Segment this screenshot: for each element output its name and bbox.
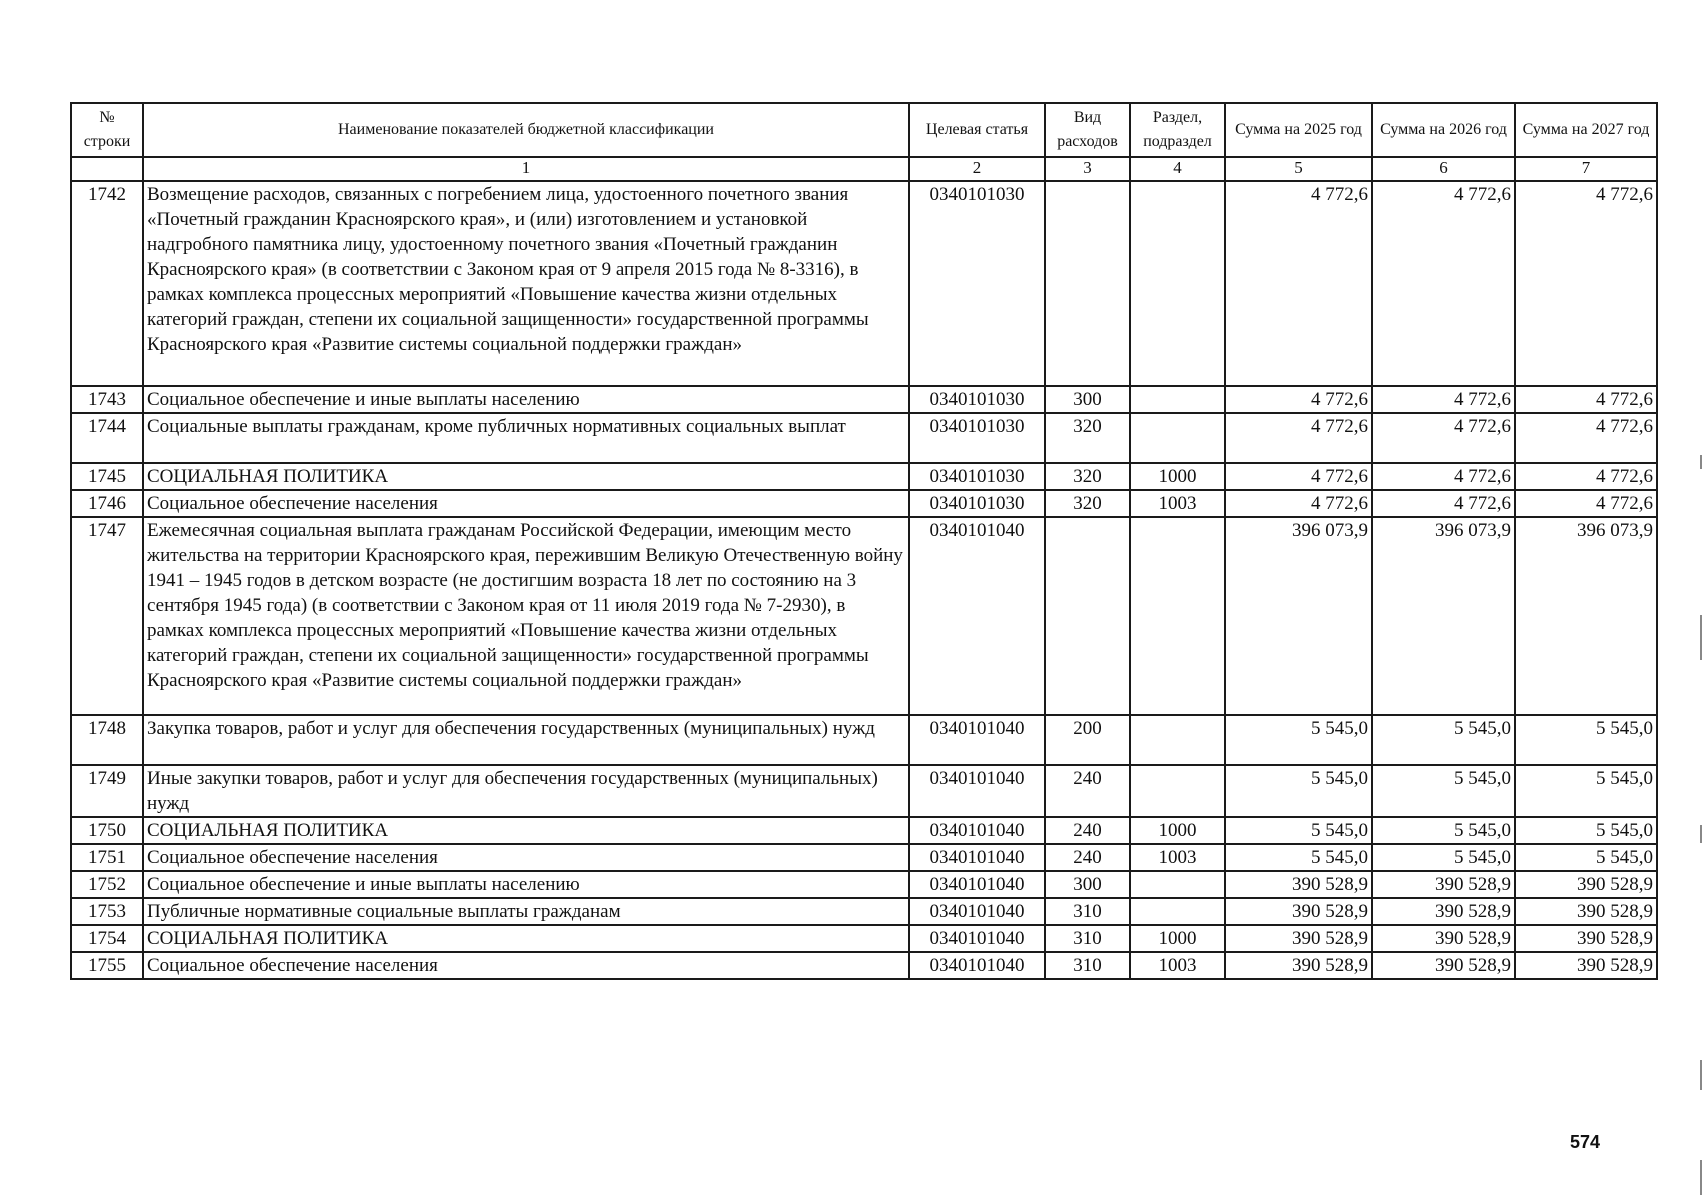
header-row-number: № строки [71,103,143,157]
target-article-cell: 0340101040 [909,844,1045,871]
sum-2026-cell: 5 545,0 [1372,765,1515,817]
sum-2025-cell: 5 545,0 [1225,715,1372,765]
column-number: 6 [1372,157,1515,181]
scan-margin-mark [1700,1160,1702,1195]
table-row [71,817,1657,844]
sum-2026-cell: 390 528,9 [1372,871,1515,898]
target-article-cell: 0340101040 [909,898,1045,925]
sum-2027-cell: 390 528,9 [1515,871,1657,898]
sum-2025-cell: 4 772,6 [1225,490,1372,517]
sum-2027-cell: 5 545,0 [1515,715,1657,765]
target-article-cell: 0340101030 [909,490,1045,517]
table-row [71,181,1657,386]
indicator-name-cell: Ежемесячная социальная выплата гражданам Российской Федерации, имеющим место жительства на территории Красноярского края, пережившим Великую Отечественную войну 1941 – 1945 годов в детском возрасте (не достигшим возраста 18 лет по состоянию на 3 сентября 1945 года) (в соответствии с Законом края от 11 июля 2019 года № 7-2930), в рамках комплекса процессных мероприятий «Повышение качества жизни отдельных категорий граждан, степени их социальной защищенности» государственной программы Красноярского края «Развитие системы социальной поддержки граждан» [143,517,909,715]
sum-2025-cell: 5 545,0 [1225,844,1372,871]
expense-type-cell: 240 [1045,765,1130,817]
table-row [71,386,1657,413]
sum-2026-cell: 4 772,6 [1372,463,1515,490]
section-cell [1130,413,1225,463]
target-article-cell: 0340101030 [909,181,1045,386]
sum-2027-cell: 4 772,6 [1515,181,1657,386]
section-cell [1130,898,1225,925]
header-expense-type: Вид расходов [1045,103,1130,157]
row-number-cell: 1752 [71,871,143,898]
target-article-cell: 0340101030 [909,463,1045,490]
target-article-cell: 0340101030 [909,413,1045,463]
indicator-name-cell: Закупка товаров, работ и услуг для обеспечения государственных (муниципальных) нужд [143,715,909,765]
row-number-cell: 1754 [71,925,143,952]
scan-margin-mark [1700,825,1702,843]
page-number: 574 [1570,1132,1601,1152]
indicator-name-cell: Иные закупки товаров, работ и услуг для обеспечения государственных (муниципальных) нужд [143,765,909,817]
section-cell [1130,715,1225,765]
table-row [71,765,1657,817]
row-number-cell: 1750 [71,817,143,844]
sum-2025-cell: 5 545,0 [1225,817,1372,844]
sum-2026-cell: 390 528,9 [1372,898,1515,925]
sum-2026-cell: 390 528,9 [1372,925,1515,952]
table-row [71,925,1657,952]
sum-2026-cell: 4 772,6 [1372,490,1515,517]
indicator-name-cell: Социальное обеспечение и иные выплаты населению [143,871,909,898]
column-number: 1 [143,157,909,181]
expense-type-cell: 320 [1045,413,1130,463]
expense-type-cell: 310 [1045,898,1130,925]
row-number-cell: 1746 [71,490,143,517]
column-number: 4 [1130,157,1225,181]
section-cell: 1003 [1130,952,1225,979]
expense-type-cell: 320 [1045,490,1130,517]
sum-2026-cell: 5 545,0 [1372,817,1515,844]
section-cell: 1000 [1130,463,1225,490]
indicator-name-cell: СОЦИАЛЬНАЯ ПОЛИТИКА [143,817,909,844]
section-cell: 1000 [1130,925,1225,952]
target-article-cell: 0340101040 [909,871,1045,898]
sum-2027-cell: 4 772,6 [1515,490,1657,517]
sum-2027-cell: 396 073,9 [1515,517,1657,715]
expense-type-cell [1045,181,1130,386]
sum-2025-cell: 4 772,6 [1225,181,1372,386]
sum-2027-cell: 390 528,9 [1515,898,1657,925]
expense-type-cell [1045,517,1130,715]
table-row [71,871,1657,898]
indicator-name-cell: Социальное обеспечение населения [143,844,909,871]
row-number-cell: 1751 [71,844,143,871]
row-number-cell: 1744 [71,413,143,463]
header-target-article: Целевая статья [909,103,1045,157]
section-cell [1130,765,1225,817]
sum-2025-cell: 4 772,6 [1225,463,1372,490]
sum-2026-cell: 4 772,6 [1372,413,1515,463]
sum-2027-cell: 4 772,6 [1515,413,1657,463]
row-number-cell: 1755 [71,952,143,979]
column-number: 3 [1045,157,1130,181]
table-row [71,898,1657,925]
table-header-row [71,103,1657,157]
target-article-cell: 0340101040 [909,817,1045,844]
expense-type-cell: 300 [1045,871,1130,898]
column-number [71,157,143,181]
sum-2025-cell: 4 772,6 [1225,413,1372,463]
section-cell [1130,871,1225,898]
indicator-name-cell: Публичные нормативные социальные выплаты гражданам [143,898,909,925]
section-cell: 1000 [1130,817,1225,844]
row-number-cell: 1745 [71,463,143,490]
row-number-cell: 1743 [71,386,143,413]
expense-type-cell: 300 [1045,386,1130,413]
indicator-name-cell: Социальное обеспечение населения [143,490,909,517]
sum-2027-cell: 5 545,0 [1515,765,1657,817]
column-number-row [71,157,1657,181]
sum-2025-cell: 4 772,6 [1225,386,1372,413]
expense-type-cell: 200 [1045,715,1130,765]
expense-type-cell: 310 [1045,952,1130,979]
sum-2026-cell: 5 545,0 [1372,715,1515,765]
indicator-name-cell: СОЦИАЛЬНАЯ ПОЛИТИКА [143,925,909,952]
target-article-cell: 0340101040 [909,765,1045,817]
expense-type-cell: 320 [1045,463,1130,490]
target-article-cell: 0340101040 [909,952,1045,979]
header-indicator-name: Наименование показателей бюджетной классификации [143,103,909,157]
table-row [71,463,1657,490]
row-number-cell: 1753 [71,898,143,925]
target-article-cell: 0340101040 [909,517,1045,715]
sum-2025-cell: 396 073,9 [1225,517,1372,715]
table-row [71,715,1657,765]
section-cell: 1003 [1130,844,1225,871]
row-number-cell: 1748 [71,715,143,765]
expense-type-cell: 240 [1045,844,1130,871]
sum-2026-cell: 5 545,0 [1372,844,1515,871]
section-cell [1130,517,1225,715]
sum-2025-cell: 390 528,9 [1225,898,1372,925]
header-sum-2026: Сумма на 2026 год [1372,103,1515,157]
budget-table [70,102,1658,980]
table-row [71,413,1657,463]
sum-2026-cell: 4 772,6 [1372,386,1515,413]
table-row [71,952,1657,979]
indicator-name-cell: Социальные выплаты гражданам, кроме публичных нормативных социальных выплат [143,413,909,463]
section-cell [1130,386,1225,413]
sum-2025-cell: 5 545,0 [1225,765,1372,817]
section-cell [1130,181,1225,386]
target-article-cell: 0340101040 [909,925,1045,952]
sum-2026-cell: 396 073,9 [1372,517,1515,715]
row-number-cell: 1749 [71,765,143,817]
sum-2026-cell: 4 772,6 [1372,181,1515,386]
sum-2027-cell: 390 528,9 [1515,952,1657,979]
indicator-name-cell: СОЦИАЛЬНАЯ ПОЛИТИКА [143,463,909,490]
sum-2027-cell: 4 772,6 [1515,463,1657,490]
indicator-name-cell: Социальное обеспечение и иные выплаты населению [143,386,909,413]
sum-2026-cell: 390 528,9 [1372,952,1515,979]
sum-2027-cell: 4 772,6 [1515,386,1657,413]
sum-2025-cell: 390 528,9 [1225,871,1372,898]
row-number-cell: 1747 [71,517,143,715]
target-article-cell: 0340101040 [909,715,1045,765]
column-number: 7 [1515,157,1657,181]
row-number-cell: 1742 [71,181,143,386]
header-sum-2027: Сумма на 2027 год [1515,103,1657,157]
sum-2025-cell: 390 528,9 [1225,925,1372,952]
scan-margin-mark [1700,1060,1702,1090]
table-row [71,490,1657,517]
table-row [71,517,1657,715]
sum-2027-cell: 5 545,0 [1515,817,1657,844]
column-number: 2 [909,157,1045,181]
indicator-name-cell: Возмещение расходов, связанных с погребением лица, удостоенного почетного звания «Почетный гражданин Красноярского края», и (или) изготовлением и установкой надгробного памятника лицу, удостоенному почетного звания «Почетный гражданин Красноярского края» (в соответствии с Законом края от 9 апреля 2015 года № 8-3316), в рамках комплекса процессных мероприятий «Повышение качества жизни отдельных категорий граждан, степени их социальной защищенности» государственной программы Красноярского края «Развитие системы социальной поддержки граждан» [143,181,909,386]
scan-margin-mark [1700,455,1702,469]
target-article-cell: 0340101030 [909,386,1045,413]
sum-2027-cell: 5 545,0 [1515,844,1657,871]
table-row [71,844,1657,871]
table-body [71,181,1657,979]
sum-2025-cell: 390 528,9 [1225,952,1372,979]
expense-type-cell: 240 [1045,817,1130,844]
section-cell: 1003 [1130,490,1225,517]
column-number: 5 [1225,157,1372,181]
expense-type-cell: 310 [1045,925,1130,952]
indicator-name-cell: Социальное обеспечение населения [143,952,909,979]
scan-margin-mark [1700,615,1702,660]
sum-2027-cell: 390 528,9 [1515,925,1657,952]
header-section: Раздел, подраздел [1130,103,1225,157]
header-sum-2025: Сумма на 2025 год [1225,103,1372,157]
